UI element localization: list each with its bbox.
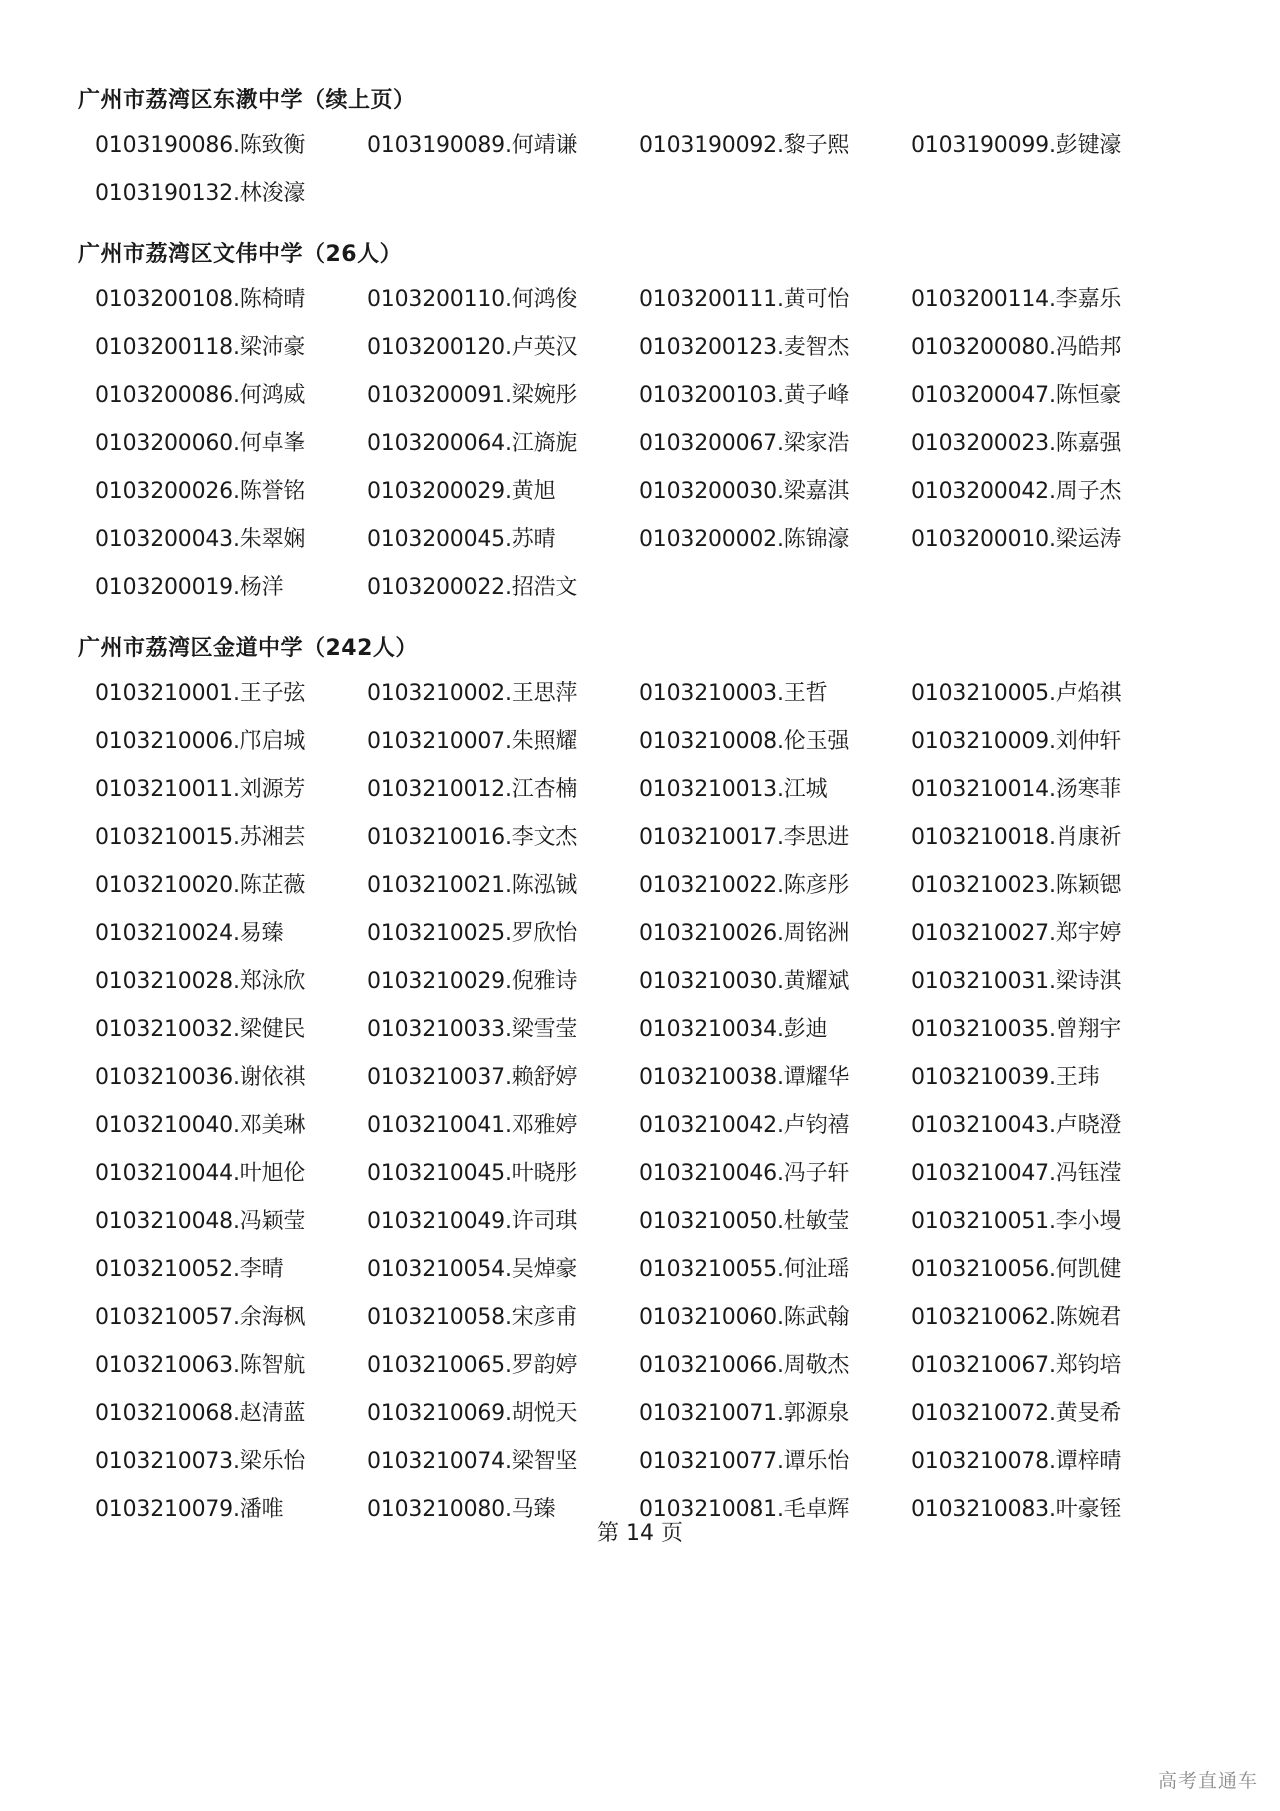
student-entry: 0103210038.谭耀华 <box>639 1065 850 1090</box>
student-entry: 0103200064.江旖旎 <box>367 431 578 456</box>
student-entry: 0103210078.谭梓晴 <box>911 1449 1122 1474</box>
student-entry: 0103210055.何沚瑶 <box>639 1257 850 1282</box>
student-entry: 0103210025.罗欣怡 <box>367 921 578 946</box>
student-entry: 0103200043.朱翠娴 <box>95 527 306 552</box>
student-entry: 0103200110.何鸿俊 <box>367 287 578 312</box>
section-title: 广州市荔湾区文伟中学（26人） <box>78 242 403 267</box>
student-entry: 0103200002.陈锦濠 <box>639 527 850 552</box>
student-entry: 0103210007.朱照耀 <box>367 729 578 754</box>
student-entry: 0103210054.吴焯豪 <box>367 1257 578 1282</box>
student-entry: 0103200045.苏晴 <box>367 527 556 552</box>
student-entry: 0103190099.彭键濠 <box>911 133 1122 158</box>
student-entry: 0103210080.马臻 <box>367 1497 556 1522</box>
student-entry: 0103190132.林浚濠 <box>95 181 306 206</box>
student-entry: 0103210026.周铭洲 <box>639 921 850 946</box>
student-entry: 0103210057.余海枫 <box>95 1305 306 1330</box>
student-entry: 0103200086.何鸿威 <box>95 383 306 408</box>
student-entry: 0103210008.伦玉强 <box>639 729 850 754</box>
student-entry: 0103210063.陈智航 <box>95 1353 306 1378</box>
student-entry: 0103200080.冯皓邦 <box>911 335 1122 360</box>
student-entry: 0103210060.陈武翰 <box>639 1305 850 1330</box>
student-entry: 0103200067.梁家浩 <box>639 431 850 456</box>
student-entry: 0103210058.宋彦甫 <box>367 1305 578 1330</box>
student-entry: 0103210083.叶豪铚 <box>911 1497 1122 1522</box>
student-entry: 0103200123.麦智杰 <box>639 335 850 360</box>
student-entry: 0103200091.梁婉彤 <box>367 383 578 408</box>
student-entry: 0103200114.李嘉乐 <box>911 287 1122 312</box>
student-entry: 0103210018.肖康祈 <box>911 825 1122 850</box>
student-entry: 0103210050.杜敏莹 <box>639 1209 850 1234</box>
school-section <box>78 628 1208 1534</box>
student-entry: 0103210032.梁健民 <box>95 1017 306 1042</box>
student-entry: 0103210014.汤寒菲 <box>911 777 1122 802</box>
school-section <box>78 80 1208 218</box>
student-entry: 0103200029.黄旭 <box>367 479 556 504</box>
student-entry: 0103210081.毛卓辉 <box>639 1497 850 1522</box>
student-entry: 0103210006.邝启城 <box>95 729 306 754</box>
student-entry: 0103210066.周敬杰 <box>639 1353 850 1378</box>
student-entry: 0103210079.潘唯 <box>95 1497 284 1522</box>
student-entry: 0103210048.冯颖莹 <box>95 1209 306 1234</box>
student-entry: 0103210072.黄旻希 <box>911 1401 1122 1426</box>
section-title: 广州市荔湾区东漖中学（续上页） <box>78 88 416 113</box>
student-entry: 0103200103.黄子峰 <box>639 383 850 408</box>
student-entry: 0103210001.王子弦 <box>95 681 306 706</box>
student-entry: 0103200047.陈恒豪 <box>911 383 1122 408</box>
student-entry: 0103210068.赵清蓝 <box>95 1401 306 1426</box>
student-entry: 0103210040.邓美琳 <box>95 1113 306 1138</box>
student-entry: 0103210046.冯子轩 <box>639 1161 850 1186</box>
student-entry: 0103210017.李思进 <box>639 825 850 850</box>
student-list <box>78 670 1208 1534</box>
student-entry: 0103190092.黎子熙 <box>639 133 850 158</box>
watermark-text: 高考直通车 <box>1157 1770 1258 1792</box>
student-entry: 0103210022.陈彦彤 <box>639 873 850 898</box>
school-section <box>78 234 1208 612</box>
student-entry: 0103210047.冯钰滢 <box>911 1161 1122 1186</box>
student-entry: 0103210067.郑钧培 <box>911 1353 1122 1378</box>
student-entry: 0103200030.梁嘉淇 <box>639 479 850 504</box>
student-entry: 0103210069.胡悦天 <box>367 1401 578 1426</box>
student-entry: 0103210033.梁雪莹 <box>367 1017 578 1042</box>
student-entry: 0103200026.陈誉铭 <box>95 479 306 504</box>
student-entry: 0103210027.郑宇婷 <box>911 921 1122 946</box>
student-entry: 0103210005.卢焰祺 <box>911 681 1122 706</box>
student-entry: 0103200019.杨洋 <box>95 575 284 600</box>
student-entry: 0103210042.卢钧禧 <box>639 1113 850 1138</box>
student-entry: 0103210052.李晴 <box>95 1257 284 1282</box>
student-entry: 0103200023.陈嘉强 <box>911 431 1122 456</box>
student-entry: 0103210003.王哲 <box>639 681 828 706</box>
student-entry: 0103190086.陈致衡 <box>95 133 306 158</box>
student-entry: 0103210062.陈婉君 <box>911 1305 1122 1330</box>
student-entry: 0103210012.江杏楠 <box>367 777 578 802</box>
student-entry: 0103210037.赖舒婷 <box>367 1065 578 1090</box>
student-entry: 0103210013.江城 <box>639 777 828 802</box>
student-entry: 0103210035.曾翔宇 <box>911 1017 1122 1042</box>
page-number: 第 14 页 <box>597 1521 683 1546</box>
student-entry: 0103210031.梁诗淇 <box>911 969 1122 994</box>
section-title: 广州市荔湾区金道中学（242人） <box>78 636 418 661</box>
student-entry: 0103210041.邓雅婷 <box>367 1113 578 1138</box>
student-entry: 0103200022.招浩文 <box>367 575 578 600</box>
student-entry: 0103210045.叶晓彤 <box>367 1161 578 1186</box>
student-entry: 0103210015.苏湘芸 <box>95 825 306 850</box>
page-content <box>78 80 1208 1550</box>
student-entry: 0103210029.倪雅诗 <box>367 969 578 994</box>
student-entry: 0103200060.何卓峯 <box>95 431 306 456</box>
student-entry: 0103210051.李小墁 <box>911 1209 1122 1234</box>
student-entry: 0103200042.周子杰 <box>911 479 1122 504</box>
student-entry: 0103210023.陈颖锶 <box>911 873 1122 898</box>
student-entry: 0103200118.梁沛豪 <box>95 335 306 360</box>
student-entry: 0103200010.梁运涛 <box>911 527 1122 552</box>
student-entry: 0103210002.王思萍 <box>367 681 578 706</box>
student-entry: 0103210028.郑泳欣 <box>95 969 306 994</box>
student-entry: 0103210034.彭迪 <box>639 1017 828 1042</box>
student-list <box>78 276 1208 612</box>
student-list <box>78 122 1208 218</box>
student-entry: 0103210056.何凯健 <box>911 1257 1122 1282</box>
student-entry: 0103210044.叶旭伦 <box>95 1161 306 1186</box>
student-entry: 0103200108.陈椅晴 <box>95 287 306 312</box>
student-entry: 0103210024.易臻 <box>95 921 284 946</box>
student-entry: 0103210016.李文杰 <box>367 825 578 850</box>
student-entry: 0103210073.梁乐怡 <box>95 1449 306 1474</box>
student-entry: 0103210074.梁智坚 <box>367 1449 578 1474</box>
student-entry: 0103210071.郭源泉 <box>639 1401 850 1426</box>
student-entry: 0103210036.谢依祺 <box>95 1065 306 1090</box>
student-entry: 0103210043.卢晓澄 <box>911 1113 1122 1138</box>
student-entry: 0103210020.陈芷薇 <box>95 873 306 898</box>
student-entry: 0103210039.王玮 <box>911 1065 1100 1090</box>
student-entry: 0103210049.许司琪 <box>367 1209 578 1234</box>
student-entry: 0103210065.罗韵婷 <box>367 1353 578 1378</box>
student-entry: 0103210009.刘仲轩 <box>911 729 1122 754</box>
student-entry: 0103200111.黄可怡 <box>639 287 850 312</box>
student-entry: 0103200120.卢英汉 <box>367 335 578 360</box>
student-entry: 0103210011.刘源芳 <box>95 777 306 802</box>
student-entry: 0103210021.陈泓铖 <box>367 873 578 898</box>
student-entry: 0103210077.谭乐怡 <box>639 1449 850 1474</box>
student-entry: 0103210030.黄耀斌 <box>639 969 850 994</box>
student-entry: 0103190089.何靖谦 <box>367 133 578 158</box>
